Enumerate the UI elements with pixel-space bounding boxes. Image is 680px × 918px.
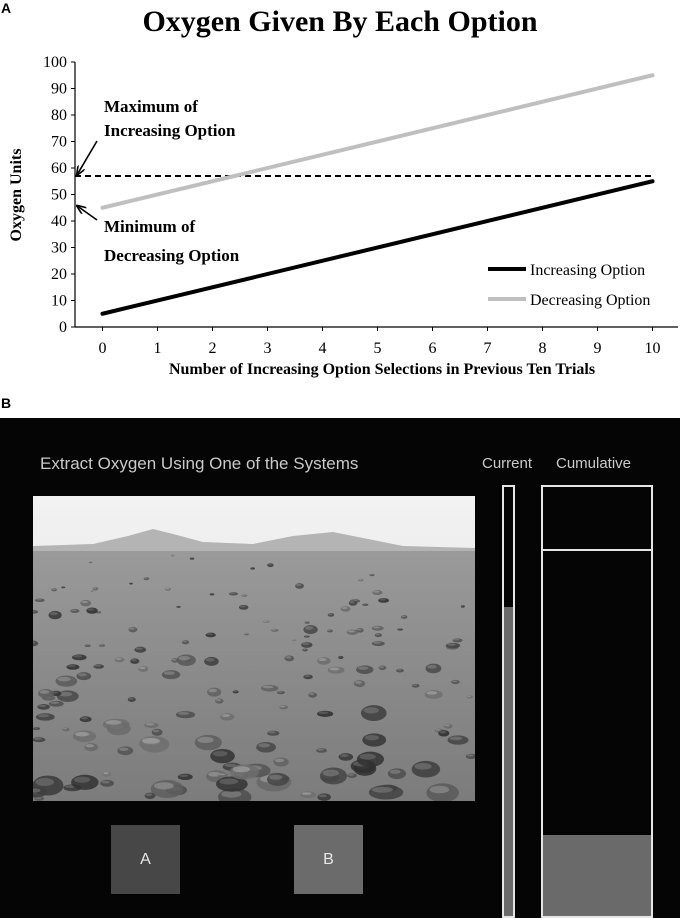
y-tick-label: 40 bbox=[51, 213, 67, 230]
chart-title: Oxygen Given By Each Option bbox=[142, 5, 538, 38]
legend-label-decreasing: Decreasing Option bbox=[530, 292, 651, 309]
instruction-text: Extract Oxygen Using One of the Systems bbox=[40, 454, 359, 473]
y-tick-label: 70 bbox=[51, 133, 67, 151]
panel-a-label: A bbox=[1, 0, 12, 16]
y-axis-label: Oxygen Units bbox=[8, 148, 25, 242]
current-meter-fill bbox=[504, 607, 513, 916]
option-a-button[interactable]: A bbox=[111, 825, 180, 894]
x-tick-label: 5 bbox=[373, 340, 382, 357]
current-meter bbox=[502, 485, 515, 918]
x-tick-label: 10 bbox=[644, 340, 661, 357]
legend bbox=[488, 262, 650, 309]
x-tick-label: 4 bbox=[318, 340, 327, 357]
line-chart bbox=[0, 0, 680, 395]
x-tick-label: 9 bbox=[593, 340, 602, 357]
x-tick-label: 8 bbox=[538, 340, 547, 357]
y-tick-label: 50 bbox=[51, 186, 67, 204]
annotation-maximum-line-2: Increasing Option bbox=[104, 121, 236, 140]
annotation-maximum-line-1: Maximum of bbox=[104, 97, 198, 116]
y-tick-label: 10 bbox=[51, 292, 67, 310]
y-tick-label: 0 bbox=[59, 319, 67, 336]
y-tick-label: 60 bbox=[51, 160, 67, 177]
annotation-minimum-arrow bbox=[77, 206, 97, 220]
annotation-minimum-line-1: Minimum of bbox=[104, 217, 196, 236]
y-tick-label: 30 bbox=[51, 239, 67, 257]
cumulative-label: Cumulative bbox=[556, 455, 632, 472]
x-tick-label: 3 bbox=[263, 340, 272, 357]
cumulative-meter bbox=[541, 485, 653, 918]
option-b-button[interactable]: B bbox=[294, 825, 363, 894]
cumulative-target-marker bbox=[543, 549, 651, 551]
y-tick-label: 100 bbox=[43, 54, 67, 71]
x-tick-label: 6 bbox=[428, 340, 437, 357]
cumulative-meter-fill bbox=[543, 835, 651, 917]
x-tick-label: 2 bbox=[208, 340, 217, 357]
y-tick-label: 20 bbox=[51, 266, 67, 283]
x-tick-labels bbox=[99, 340, 661, 357]
legend-label-increasing: Increasing Option bbox=[530, 262, 646, 279]
annotation-maximum-arrow bbox=[77, 141, 97, 175]
task-screen bbox=[0, 418, 680, 918]
x-tick-label: 1 bbox=[153, 340, 162, 357]
x-tick-label: 7 bbox=[483, 340, 492, 357]
y-tick-label: 80 bbox=[51, 107, 67, 124]
annotation-minimum-line-2: Decreasing Option bbox=[104, 246, 240, 265]
series-line-decreasing-option bbox=[103, 75, 653, 208]
panel-b-label: B bbox=[1, 395, 12, 411]
mars-terrain-image bbox=[33, 496, 475, 801]
x-tick-label: 0 bbox=[98, 340, 107, 357]
y-tick-label: 90 bbox=[51, 80, 67, 98]
y-tick-labels bbox=[43, 54, 67, 336]
current-label: Current bbox=[482, 455, 533, 472]
x-axis-label: Number of Increasing Option Selections in Previous Ten Trials bbox=[168, 361, 596, 378]
